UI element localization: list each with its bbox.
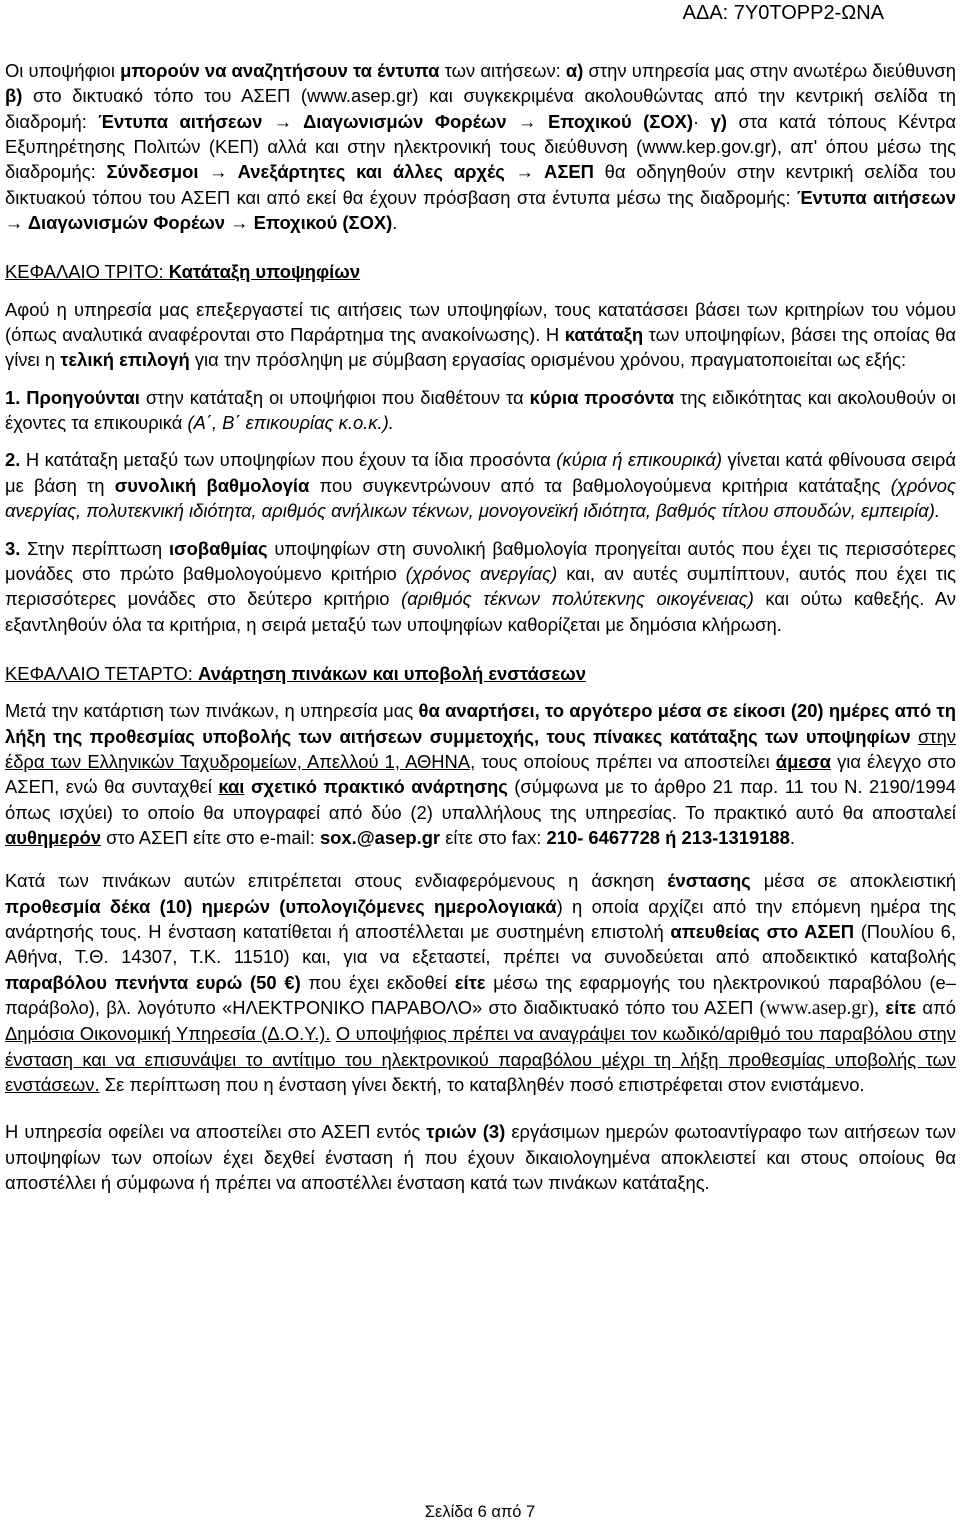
ranking-rule-3: 3. Στην περίπτωση ισοβαθμίας υποψηφίων στη συνολική βαθμολογία προηγείται αυτός που έχει τις περισσότερες μονάδες στο πρώτο βαθμολογούμενο κριτήριο (χρόνος ανεργίας) και, αν αυτές συμπίπτουν, αυτός που έχει τις περισσότερες μονάδες στο δεύτερο κριτήριο (αριθμός τέκνων πολύτεκνης οικογένειας) και ούτω καθεξής. Αν εξαντληθούν όλα τα κριτήρια, η σειρά μεταξύ των υποψηφίων καθορίζεται με δημόσια κλήρωση. bbox=[5, 537, 957, 635]
document-body bbox=[5, 58, 956, 1195]
ranking-rule-2: 2. Η κατάταξη μεταξύ των υποψηφίων που έχουν τα ίδια προσόντα (κύρια ή επικουρικά) γίνεται κατά φθίνουσα σειρά με βάση τη συνολική βαθμολογία που συγκεντρώνουν από τα βαθμολογούμενα κριτήρια κατάταξης (χρόνος ανεργίας, πολυτεκνική ιδιότητα, αριθμός ανήλικων τέκνων, μονογονεϊκή ιδιότητα, βαθμός τίτλου σπουδών, εμπειρία). bbox=[5, 449, 957, 522]
ada-code: ΑΔΑ: 7Υ0ΤΟΡΡ2-ΩΝΑ bbox=[682, 2, 884, 24]
paragraph-application-forms: Οι υποψήφιοι μπορούν να αναζητήσουν τα έντυπα των αιτήσεων: α) στην υπηρεσία μας στην ανωτέρω διεύθυνση β) στο δικτυακό τόπο του ΑΣΕΠ (www.asep.gr) και συγκεκριμένα ακολουθώντας από την κεντρική σελίδα τη διαδρομή: Έντυπα αιτήσεων → Διαγωνισμών Φορέων → Εποχικού (ΣΟΧ)· γ) στα κατά τόπους Κέντρα Εξυπηρέτησης Πολιτών (ΚΕΠ) αλλά και στην ηλεκτρονική τους διεύθυνση (www.kep.gov.gr), απ' όπου μέσω της διαδρομής: Σύνδεσμοι → Ανεξάρτητες και άλλες αρχές → ΑΣΕΠ θα οδηγηθούν στην κεντρική σελίδα του δικτυακού τόπου του ΑΣΕΠ και από εκεί θα έχουν πρόσβαση στα έντυπα μέσω της διαδρομής: Έντυπα αιτήσεων → Διαγωνισμών Φορέων → Εποχικού (ΣΟΧ). bbox=[5, 60, 956, 234]
ranking-rule-1: 1. Προηγούνται στην κατάταξη οι υποψήφιοι που διαθέτουν τα κύρια προσόντα της ειδικότητας και ακολουθούν οι έχοντες τα επικουρικά (Α΄, Β΄ επικουρίας κ.ο.κ.). bbox=[5, 386, 956, 434]
chapter-3-heading: ΚΕΦΑΛΑΙΟ ΤΡΙΤΟ: Κατάταξη υποψηφίων bbox=[5, 261, 361, 283]
paragraph-objections: Κατά των πινάκων αυτών επιτρέπεται στους ενδιαφερόμενους η άσκηση ένστασης μέσα σε αποκλειστική προθεσμία δέκα (10) ημερών (υπολογιζόμενες ημερολογιακά) η οποία αρχίζει από την επόμενη ημέρα της ανάρτησής τους. Η ένσταση κατατίθεται ή αποστέλλεται με συστημένη επιστολή απευθείας στο ΑΣΕΠ (Πουλίου 6, Αθήνα, Τ.Θ. 14307, Τ.Κ. 11510) και, για να εξεταστεί, πρέπει να συνοδεύεται από αποδεικτικό καταβολής παραβόλου πενήντα ευρώ (50 €) που έχει εκδοθεί είτε μέσω της εφαρμογής του ηλεκτρονικού παραβόλου (e–παράβολο), βλ. λογότυπο «ΗΛΕΚΤΡΟΝΙΚΟ ΠΑΡΑΒΟΛΟ» στο διαδικτυακό τόπο του ΑΣΕΠ (www.asep.gr), είτε από Δημόσια Οικονομική Υπηρεσία (Δ.Ο.Υ.). Ο υποψήφιος πρέπει να αναγράψει τον κωδικό/αριθμό του παραβόλου στην ένσταση και να επισυνάψει το αντίτιμο του ηλεκτρονικού παραβόλου μέχρι τη λήξη προθεσμίας υποβολής των ενστάσεων. Σε περίπτωση που η ένσταση γίνει δεκτή, το καταβληθέν ποσό επιστρέφεται στον ενιστάμενο. bbox=[5, 870, 956, 1096]
paragraph-ranking-intro: Αφού η υπηρεσία μας επεξεργαστεί τις αιτήσεις των υποψηφίων, τους κατατάσσει βάσει των κριτηρίων του νόμου (όπως αναλυτικά αναφέρονται στο Παράρτημα της ανακοίνωσης). Η κατάταξη των υποψηφίων, βάσει της οποίας θα γίνει η τελική επιλογή για την πρόσληψη με σύμβαση εργασίας ορισμένου χρόνου, πραγματοποιείται ως εξής: bbox=[5, 298, 956, 371]
paragraph-posting: Μετά την κατάρτιση των πινάκων, η υπηρεσία μας θα αναρτήσει, το αργότερο μέσα σε είκοσι (20) ημέρες από τη λήξη της προθεσμίας υποβολής των αιτήσεων συμμετοχής, τους πίνακες κατάταξης των υποψηφίων στην έδρα των Ελληνικών Ταχυδρομείων, Απελλού 1, ΑΘΗΝΑ, τους οποίους πρέπει να αποστείλει άμεσα για έλεγχο στο ΑΣΕΠ, ενώ θα συνταχθεί και σχετικό πρακτικό ανάρτησης (σύμφωνα με το άρθρο 21 παρ. 11 του Ν. 2190/1994 όπως ισχύει) το οποίο θα υπογραφεί από δύο (2) υπαλλήλους της υπηρεσίας. Το πρακτικό αυτό θα αποσταλεί αυθημερόν στο ΑΣΕΠ είτε στο e-mail: sox.@asep.gr είτε στο fax: 210- 6467728 ή 213-1319188. bbox=[5, 700, 957, 848]
page-number: Σελίδα 6 από 7 bbox=[424, 1503, 536, 1521]
paragraph-send-copies: Η υπηρεσία οφείλει να αποστείλει στο ΑΣΕΠ εντός τριών (3) εργάσιμων ημερών φωτοαντίγραφο των αιτήσεων των υποψηφίων των οποίων έχει δεχθεί ένσταση ή που έχουν δικαιολογημένα αποκλειστεί και στους οποίους θα αποστέλλει ή σύμφωνα ή πρέπει να αποστέλλει ένσταση κατά των πινάκων κατάταξης. bbox=[5, 1121, 956, 1194]
chapter-4-heading: ΚΕΦΑΛΑΙΟ ΤΕΤΑΡΤΟ: Ανάρτηση πινάκων και υποβολή ενστάσεων bbox=[5, 662, 586, 684]
